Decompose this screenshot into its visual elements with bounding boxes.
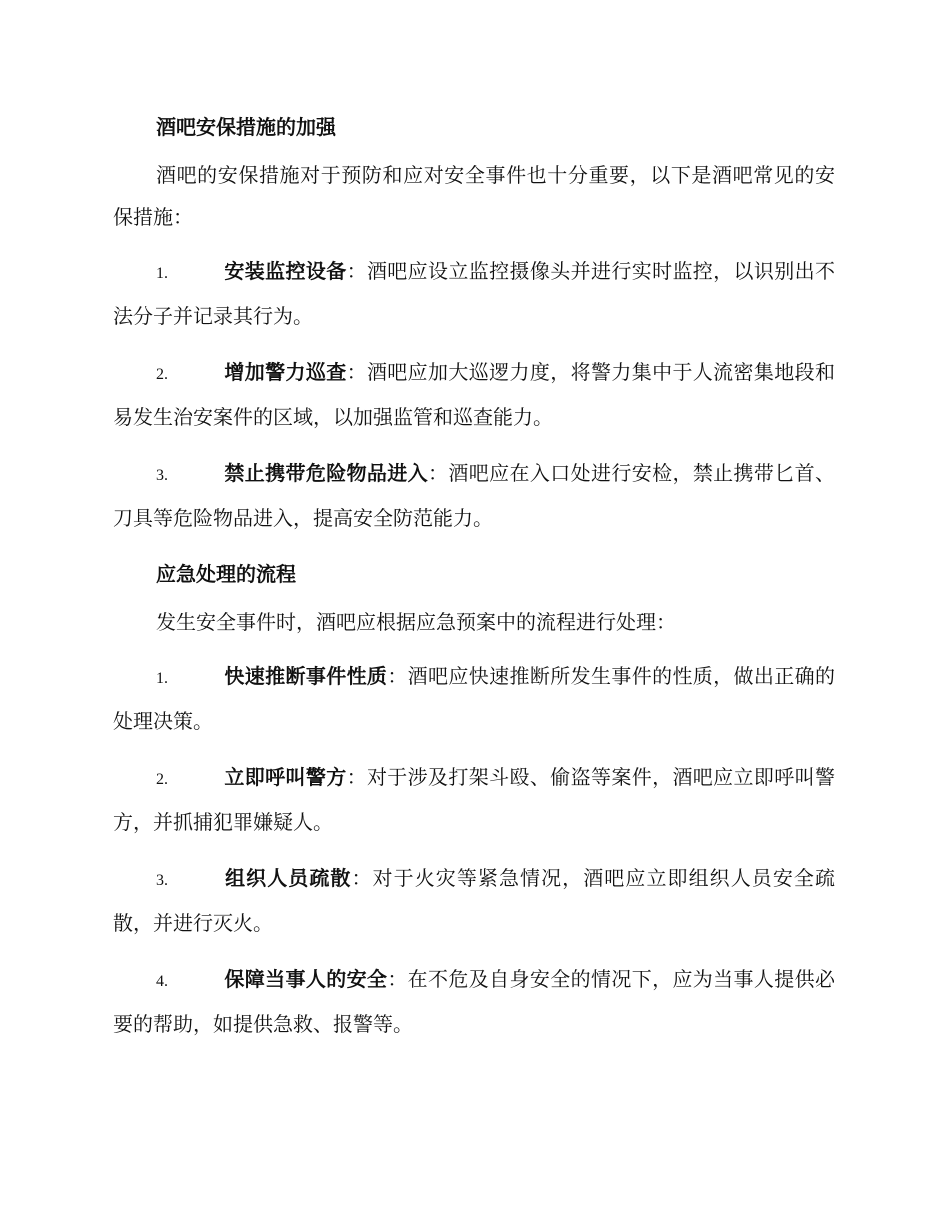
list-item-term: 禁止携带危险物品进入: [224, 461, 429, 485]
list-item: [113, 857, 835, 944]
list-item-text: ：在不危及自身安全的情况下，应为当事人提供必要的帮助，如提供急救、报警等。: [113, 967, 836, 1036]
list-item-text: ：对于火灾等紧急情况，酒吧应立即组织人员安全疏散，并进行灭火。: [113, 866, 836, 935]
list-item-number: 3.: [156, 872, 168, 889]
list-item-term: 组织人员疏散: [224, 866, 352, 890]
list-item: [113, 756, 835, 843]
list-item-number: 3.: [156, 467, 168, 484]
list-item-term: 安装监控设备: [224, 259, 347, 283]
section-security-measures: [113, 106, 835, 539]
list-item-text: ：酒吧应设立监控摄像头并进行实时监控，以识别出不法分子并记录其行为。: [113, 259, 836, 328]
list-item: [113, 351, 835, 438]
list-item-term: 立即呼叫警方: [224, 765, 347, 789]
list-item: [113, 655, 835, 742]
list-item-number: 2.: [156, 366, 168, 383]
list-item-text: ：酒吧应加大巡逻力度，将警力集中于人流密集地段和易发生治安案件的区域，以加强监管和巡查能力。: [113, 360, 836, 429]
list-item: [113, 250, 835, 337]
section-intro: 酒吧的安保措施对于预防和应对安全事件也十分重要，以下是酒吧常见的安保措施：: [113, 163, 835, 229]
section-heading: 酒吧安保措施的加强: [156, 115, 336, 139]
list-item: [113, 452, 835, 539]
list-item-number: 1.: [156, 265, 168, 282]
section-emergency-process: [113, 553, 835, 1045]
section-intro: 发生安全事件时，酒吧应根据应急预案中的流程进行处理：: [156, 610, 676, 634]
list-item-number: 4.: [156, 973, 168, 990]
list-item-text: ：酒吧应快速推断所发生事件的性质，做出正确的处理决策。: [113, 664, 836, 733]
section-heading: 应急处理的流程: [156, 562, 296, 586]
list-item-term: 增加警力巡查: [224, 360, 347, 384]
document-page: [113, 106, 835, 1059]
list-item: [113, 958, 835, 1045]
list-item-number: 1.: [156, 670, 168, 687]
list-item-number: 2.: [156, 771, 168, 788]
list-item-term: 快速推断事件性质: [224, 664, 388, 688]
list-item-text: ：酒吧应在入口处进行安检，禁止携带匕首、刀具等危险物品进入，提高安全防范能力。: [113, 461, 836, 530]
list-item-text: ：对于涉及打架斗殴、偷盗等案件，酒吧应立即呼叫警方，并抓捕犯罪嫌疑人。: [113, 765, 836, 834]
list-item-term: 保障当事人的安全: [224, 967, 388, 991]
